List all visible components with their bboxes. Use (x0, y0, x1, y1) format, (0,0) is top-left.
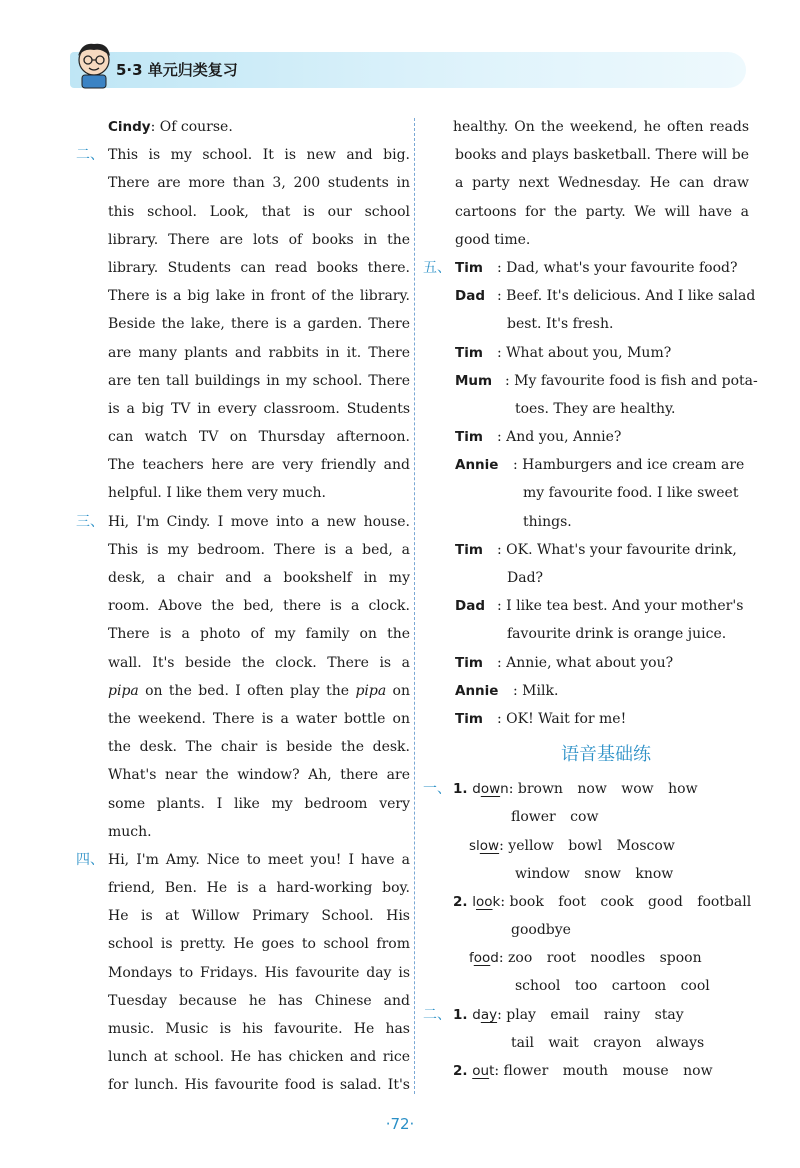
right-column (423, 113, 758, 1085)
dialogue-line: Tim : What about you, Mum? (455, 339, 749, 367)
text-line: the weekend. There is a water bottle on (108, 710, 410, 727)
text-line: There are more than 3, 200 students in (108, 175, 410, 192)
text-line: some plants. I like my bedroom very (108, 795, 410, 812)
word-part: f (469, 950, 474, 967)
dialogue-text: What about you, Mum? (506, 344, 672, 361)
text-line: is a big TV in every classroom. Students (108, 400, 410, 417)
text-line: desk, a chair and a bookshelf in my (108, 570, 410, 586)
text-line: healthy. On the weekend, he often reads (453, 119, 749, 135)
text-line: cartoons for the party. We will have a (455, 203, 749, 220)
phonics-line: 1. day: play email rainy stay (453, 1001, 749, 1029)
example-words: flower mouth mouse now (503, 1063, 713, 1079)
speaker-label: Tim (455, 429, 483, 446)
phonics-key-word (453, 832, 499, 860)
dialogue-line: Tim : And you, Annie? (455, 423, 749, 451)
dialogue-line: Tim : OK. What's your favourite drink, (455, 536, 749, 564)
phonics-item (453, 944, 749, 1000)
dialogue-line: Dad : Beef. It's delicious. And I like salad (455, 282, 749, 310)
example-words: tail wait crayon always (511, 1034, 705, 1051)
dialogue-list (455, 254, 758, 733)
underlined-sound: oo (476, 893, 493, 910)
item-number: 1. (453, 781, 468, 798)
speaker-label: Dad (455, 288, 485, 305)
text-line: Tuesday because he has Chinese and (108, 992, 410, 1009)
item-number: 2. (453, 1063, 468, 1079)
word-part: d (490, 950, 499, 967)
dialogue-text: Annie, what about you? (506, 654, 674, 671)
item-number: 2. (453, 893, 468, 910)
phonics-key-word (453, 775, 509, 803)
italic-word: pipa (355, 682, 387, 699)
dialogue-turn (455, 367, 758, 423)
dialogue-text: OK! Wait for me! (506, 710, 627, 727)
phonics-item (453, 1057, 749, 1085)
dialogue-text: Dad? (507, 570, 544, 586)
example-words: window snow know (515, 865, 674, 882)
column-divider (414, 118, 415, 1094)
section-5 (423, 254, 758, 733)
dialogue-turn (455, 649, 749, 677)
text-line: room. Above the bed, there is a clock. (108, 598, 410, 615)
speaker-label: Dad (455, 598, 485, 615)
dialogue-text: my favourite food. I like sweet (523, 485, 739, 502)
item-number: 1. (453, 1006, 468, 1023)
word-part: sl (469, 837, 480, 854)
speaker-label: Annie (455, 682, 499, 699)
header-title: 5·3 单元归类复习 (116, 61, 238, 79)
dialogue-line: Annie : Milk. (455, 677, 749, 705)
phonics-list (453, 1001, 749, 1086)
dialogue-line (455, 310, 749, 338)
dialogue-line: Annie : Hamburgers and ice cream are (455, 451, 749, 479)
example-words: yellow bowl Moscow (508, 837, 675, 854)
text-line: lunch at school. He has chicken and rice (108, 1049, 410, 1066)
text-line: good time. (455, 231, 531, 248)
example-words: book foot cook good football (509, 893, 752, 910)
text-line: for lunch. His favourite food is salad. It's (108, 1077, 410, 1094)
section-marker: 一、 (423, 781, 451, 798)
phonics-key-word (453, 944, 499, 972)
section-4-continued (423, 113, 749, 254)
section-2 (76, 141, 410, 507)
phonics-item (453, 775, 749, 831)
dialogue-turn (455, 592, 749, 648)
text-line: This is my bedroom. There is a bed, a (108, 541, 410, 558)
text-line: Hi, I'm Amy. Nice to meet you! I have a (108, 851, 410, 868)
italic-word: pipa (108, 682, 139, 699)
phonics-item (453, 832, 749, 888)
left-column (76, 113, 410, 1100)
phonics-section-title: 语音基础练 (561, 744, 651, 766)
mascot-icon (72, 40, 116, 90)
text-line: friend, Ben. He is a hard-working boy. (108, 880, 410, 897)
intro-line: Cindy: Of course. (108, 119, 233, 135)
dialogue-turn (455, 254, 749, 282)
dialogue-text: OK. What's your favourite drink, (506, 541, 737, 558)
dialogue-turn (455, 705, 749, 733)
dialogue-line: Mum : My favourite food is fish and pota- (455, 367, 749, 395)
dialogue-line (455, 479, 749, 507)
word-part: d (472, 1006, 481, 1023)
section-marker: 四、 (76, 851, 104, 868)
dialogue-text: toes. They are healthy. (515, 400, 676, 417)
dialogue-turn (455, 536, 749, 592)
text-line: This is my school. It is new and big. (108, 147, 410, 164)
speaker-label: Tim (455, 259, 483, 276)
text-run: on the bed. I often play the (138, 682, 356, 699)
dialogue-line (455, 508, 749, 536)
word-part: n (500, 781, 509, 798)
dialogue-line: Tim : Annie, what about you? (455, 649, 749, 677)
underlined-sound: ay (480, 1006, 498, 1023)
example-words: flower cow (511, 809, 599, 826)
dialogue-text: Of course. (159, 119, 233, 135)
phonics-line: 2. look: book foot cook good football (453, 888, 749, 916)
section-marker: 二、 (423, 1006, 451, 1023)
underlined-sound: ow (479, 837, 500, 854)
phonics-section-2 (423, 1001, 749, 1086)
example-words: goodbye (511, 922, 571, 939)
dialogue-text: Milk. (522, 682, 559, 699)
dialogue-turn (455, 423, 749, 451)
underlined-sound: ow (480, 781, 501, 798)
dialogue-text: I like tea best. And your mother's (506, 598, 744, 615)
dialogue-text: And you, Annie? (506, 429, 622, 446)
dialogue-turn (455, 339, 749, 367)
text-line: What's near the window? Ah, there are (108, 767, 410, 784)
phonics-item (453, 1001, 749, 1057)
text-run: on (386, 682, 411, 699)
dialogue-text: favourite drink is orange juice. (507, 626, 727, 643)
phonics-key-word (453, 1057, 494, 1085)
text-line: There is a big lake in front of the library. (108, 288, 410, 305)
phonics-section-1 (423, 775, 752, 1001)
text-line: He is at Willow Primary School. His (108, 908, 410, 925)
text-line: can watch TV on Thursday afternoon. (108, 429, 410, 446)
section-4 (76, 846, 410, 1100)
text-line: the desk. The chair is beside the desk. (108, 739, 410, 756)
text-line: The teachers here are very friendly and (108, 457, 410, 474)
phonics-line: slow: yellow bowl Moscow (453, 832, 749, 860)
example-words: play email rainy stay (506, 1006, 684, 1023)
example-words: brown now wow how (517, 781, 698, 798)
dialogue-line (455, 620, 749, 648)
dialogue-line: Tim : OK! Wait for me! (455, 705, 749, 733)
text-line: this school. Look, that is our school (108, 203, 410, 220)
word-part: d (472, 781, 481, 798)
section-marker: 二、 (76, 147, 104, 164)
text-line: Hi, I'm Cindy. I move into a new house. (108, 513, 410, 530)
text-line (108, 677, 410, 705)
dialogue-turn (455, 282, 756, 338)
speaker-label: Tim (455, 344, 483, 361)
text-line: are ten tall buildings in my school. There (108, 372, 410, 389)
phonics-line: 2. out: flower mouth mouse now (453, 1057, 749, 1085)
text-line: music. Music is his favourite. He has (108, 1021, 410, 1037)
speaker-label: Tim (455, 654, 483, 671)
text-line: Mondays to Fridays. His favourite day is (108, 964, 410, 981)
word-part: k (492, 893, 501, 910)
phonics-line: 1. down: brown now wow how (453, 775, 749, 803)
dialogue-line (455, 564, 749, 592)
text-line: library. Students can read books there. (108, 259, 410, 276)
word-part: l (472, 893, 476, 910)
underlined-sound: oo (473, 950, 491, 967)
speaker-label: Tim (455, 541, 483, 558)
text-line: wall. It's beside the clock. There is a (108, 654, 410, 671)
text-line: books and plays basketball. There will be (455, 147, 749, 164)
example-words: school too cartoon cool (515, 978, 710, 995)
phonics-key-word (453, 1001, 497, 1029)
dialogue-line: Dad : I like tea best. And your mother's (455, 592, 749, 620)
section-marker: 三、 (76, 513, 104, 530)
page-number: ·72· (385, 1115, 415, 1133)
header-banner (70, 52, 746, 88)
phonics-line: food: zoo root noodles spoon (453, 944, 749, 972)
speaker-label: Tim (455, 710, 483, 727)
dialogue-text: best. It's fresh. (507, 316, 614, 333)
dialogue-text: Dad, what's your favourite food? (506, 259, 738, 276)
dialogue-turn (455, 677, 749, 705)
speaker-label: Cindy (108, 119, 151, 135)
section-marker: 五、 (423, 259, 451, 276)
section-3 (76, 508, 410, 846)
text-line: school is pretty. He goes to school from (108, 936, 410, 953)
text-line: are many plants and rabbits in it. There (108, 344, 410, 361)
example-words: zoo root noodles spoon (508, 950, 702, 967)
dialogue-text: things. (523, 513, 572, 530)
phonics-list (453, 775, 752, 1001)
phonics-key-word (453, 888, 500, 916)
text-line: Beside the lake, there is a garden. There (108, 316, 410, 333)
dialogue-line: Tim : Dad, what's your favourite food? (455, 254, 749, 282)
text-line: library. There are lots of books in the (108, 231, 410, 248)
text-line: There is a photo of my family on the (108, 626, 410, 643)
phonics-item (453, 888, 752, 944)
dialogue-line (455, 395, 749, 423)
text-line: much. (108, 823, 152, 840)
text-line: a party next Wednesday. He can draw (455, 175, 749, 192)
speaker-label: Annie (455, 457, 499, 474)
dialogue-text: Hamburgers and ice cream are (522, 457, 745, 474)
speaker-label: Mum (455, 372, 493, 389)
dialogue-text: My favourite food is fish and pota- (514, 372, 758, 389)
dialogue-text: Beef. It's delicious. And I like salad (506, 288, 756, 305)
dialogue-turn (455, 451, 749, 536)
word-part: t (489, 1063, 495, 1079)
text-line: helpful. I like them very much. (108, 485, 326, 502)
underlined-sound: ou (472, 1063, 490, 1079)
